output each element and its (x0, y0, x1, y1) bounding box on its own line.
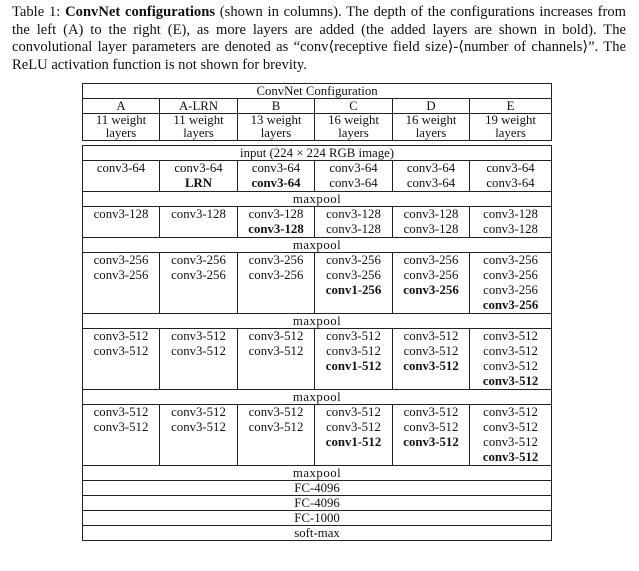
maxpool-layer: maxpool (83, 390, 552, 405)
layer: conv3-64 (329, 161, 378, 175)
layer: conv3-512 (403, 405, 459, 419)
added-layer: conv1-512 (325, 435, 382, 449)
layer-block-row (83, 329, 552, 390)
layer-cell (238, 329, 315, 390)
layer: conv3-512 (93, 405, 149, 419)
column-name: E (470, 99, 552, 114)
layer: conv3-512 (483, 329, 538, 343)
table-caption (12, 4, 626, 74)
column-depth (160, 114, 238, 141)
layer: conv3-128 (171, 207, 226, 221)
layer: conv3-512 (248, 420, 304, 434)
column-depth (315, 114, 393, 141)
layer: conv3-512 (326, 420, 381, 434)
added-layer: conv3-64 (251, 176, 301, 190)
maxpool-layer: maxpool (83, 314, 552, 329)
tail-row (83, 526, 552, 541)
tail-layer: FC-4096 (83, 481, 552, 496)
layer: conv3-512 (326, 405, 381, 419)
depth-line: 11 weight (173, 113, 224, 127)
layer: conv3-512 (171, 405, 226, 419)
layer-cell (160, 329, 238, 390)
table-header-row (83, 84, 552, 99)
layer: conv3-512 (93, 344, 149, 358)
layer: conv3-64 (406, 161, 456, 175)
maxpool-row (83, 466, 552, 481)
depth-line: 19 weight (485, 113, 536, 127)
added-layer: conv1-256 (325, 283, 382, 297)
layer-cell (160, 253, 238, 314)
layer: conv3-256 (483, 268, 538, 282)
maxpool-row (83, 390, 552, 405)
layer: conv3-128 (403, 222, 459, 236)
column-name: B (238, 99, 315, 114)
layer-cell (470, 161, 552, 192)
layer: conv3-64 (486, 161, 535, 175)
added-layer: conv3-256 (482, 298, 539, 312)
layer: conv3-64 (486, 176, 535, 190)
layer-cell (160, 207, 238, 238)
layer-cell (238, 207, 315, 238)
layer: conv3-256 (326, 268, 381, 282)
maxpool-layer: maxpool (83, 238, 552, 253)
layer: conv3-128 (93, 207, 149, 221)
added-layer: conv3-512 (403, 435, 459, 449)
layer: conv3-256 (326, 253, 381, 267)
column-depth (470, 114, 552, 141)
tail-row (83, 511, 552, 526)
layer: conv3-256 (248, 268, 304, 282)
layer-block-row (83, 207, 552, 238)
added-layer: conv3-512 (482, 374, 539, 388)
layer: conv3-256 (483, 253, 538, 267)
layer-cell (470, 329, 552, 390)
layer: conv3-256 (483, 283, 538, 297)
layer: conv3-256 (93, 268, 149, 282)
layer-cell (160, 405, 238, 466)
layer: conv3-512 (403, 344, 459, 358)
caption-text: (shown in columns). The depth of the configurations increases from the left (A) to the right (E), as more layers are added (the added layers are shown in bold). The convolutional layer parameters are denoted as “conv⟨receptive field size⟩-⟨number of channels⟩”. The ReLU activation function is not shown for brevity. (12, 4, 626, 73)
layer-cell (393, 405, 470, 466)
layer: conv3-256 (171, 253, 226, 267)
maxpool-row (83, 314, 552, 329)
input-layer: input (224 × 224 RGB image) (83, 146, 552, 161)
layer: conv3-512 (248, 344, 304, 358)
added-layer: conv3-512 (403, 359, 459, 373)
layer-cell (393, 253, 470, 314)
layer-cell (83, 253, 160, 314)
layer: conv3-512 (483, 359, 538, 373)
depth-line: layers (260, 126, 292, 140)
layer-cell (315, 405, 393, 466)
layer-cell (238, 161, 315, 192)
column-depth-row (83, 114, 552, 141)
depth-line: 11 weight (95, 113, 147, 127)
layer-cell (315, 161, 393, 192)
layer-cell (470, 405, 552, 466)
layer: conv3-64 (174, 161, 223, 175)
layer-cell (238, 405, 315, 466)
table-header: ConvNet Configuration (83, 84, 552, 99)
layer: conv3-512 (403, 420, 459, 434)
layer: conv3-256 (248, 253, 304, 267)
layer: conv3-512 (171, 344, 226, 358)
maxpool-layer: maxpool (83, 192, 552, 207)
column-name: A-LRN (160, 99, 238, 114)
layer: conv3-512 (483, 420, 538, 434)
layer: conv3-64 (406, 176, 456, 190)
tail-row (83, 481, 552, 496)
maxpool-row (83, 238, 552, 253)
depth-line: 16 weight (405, 113, 457, 127)
layer: conv3-512 (171, 420, 226, 434)
depth-line: 13 weight (250, 113, 302, 127)
depth-line: layers (183, 126, 214, 140)
caption-title: ConvNet configurations (65, 4, 216, 20)
column-depth (393, 114, 470, 141)
layer: conv3-512 (171, 329, 226, 343)
layer-cell (83, 329, 160, 390)
column-depth (238, 114, 315, 141)
column-name: A (83, 99, 160, 114)
layer-cell (160, 161, 238, 192)
layer: conv3-512 (326, 329, 381, 343)
input-row (83, 146, 552, 161)
depth-line: layers (105, 126, 137, 140)
added-layer: conv1-512 (325, 359, 382, 373)
layer: conv3-128 (403, 207, 459, 221)
layer: conv3-128 (483, 222, 538, 236)
layer-cell (83, 207, 160, 238)
layer-block-row (83, 161, 552, 192)
depth-line: layers (338, 126, 369, 140)
maxpool-row (83, 192, 552, 207)
layer-cell (315, 253, 393, 314)
layer-block-row (83, 253, 552, 314)
column-name: C (315, 99, 393, 114)
layer-cell (393, 329, 470, 390)
layer: conv3-64 (329, 176, 378, 190)
layer-cell (315, 207, 393, 238)
convnet-configuration-table (82, 83, 551, 541)
tail-row (83, 496, 552, 511)
depth-line: layers (415, 126, 447, 140)
layer-block-row (83, 405, 552, 466)
layer-cell (238, 253, 315, 314)
layer: conv3-512 (93, 420, 149, 434)
layer-cell (315, 329, 393, 390)
layer-cell (83, 405, 160, 466)
caption-label: Table 1: (12, 4, 61, 20)
tail-layer: FC-4096 (83, 496, 552, 511)
column-name-row (83, 99, 552, 114)
depth-line: layers (495, 126, 526, 140)
layer: conv3-128 (326, 222, 381, 236)
layer-cell (470, 253, 552, 314)
layer: conv3-128 (248, 207, 304, 221)
layer: conv3-256 (403, 253, 459, 267)
layer: conv3-64 (251, 161, 301, 175)
layer: conv3-512 (483, 435, 538, 449)
tail-layer: soft-max (83, 526, 552, 541)
layer: conv3-512 (483, 405, 538, 419)
layer: conv3-512 (248, 329, 304, 343)
layer: conv3-256 (93, 253, 149, 267)
layer-cell (393, 207, 470, 238)
tail-layer: FC-1000 (83, 511, 552, 526)
depth-line: 16 weight (328, 113, 379, 127)
layer-cell (470, 207, 552, 238)
added-layer: LRN (184, 176, 213, 190)
added-layer: conv3-128 (248, 222, 304, 236)
layer: conv3-128 (483, 207, 538, 221)
layer: conv3-512 (326, 344, 381, 358)
layer: conv3-256 (171, 268, 226, 282)
column-depth (83, 114, 160, 141)
layer: conv3-512 (403, 329, 459, 343)
maxpool-layer: maxpool (83, 466, 552, 481)
layer: conv3-512 (248, 405, 304, 419)
layer: conv3-512 (93, 329, 149, 343)
column-name: D (393, 99, 470, 114)
added-layer: conv3-256 (403, 283, 459, 297)
layer: conv3-256 (403, 268, 459, 282)
layer: conv3-512 (483, 344, 538, 358)
layer-cell (393, 161, 470, 192)
layer: conv3-128 (326, 207, 381, 221)
layer: conv3-64 (96, 161, 146, 175)
layer-cell (83, 161, 160, 192)
added-layer: conv3-512 (482, 450, 539, 464)
